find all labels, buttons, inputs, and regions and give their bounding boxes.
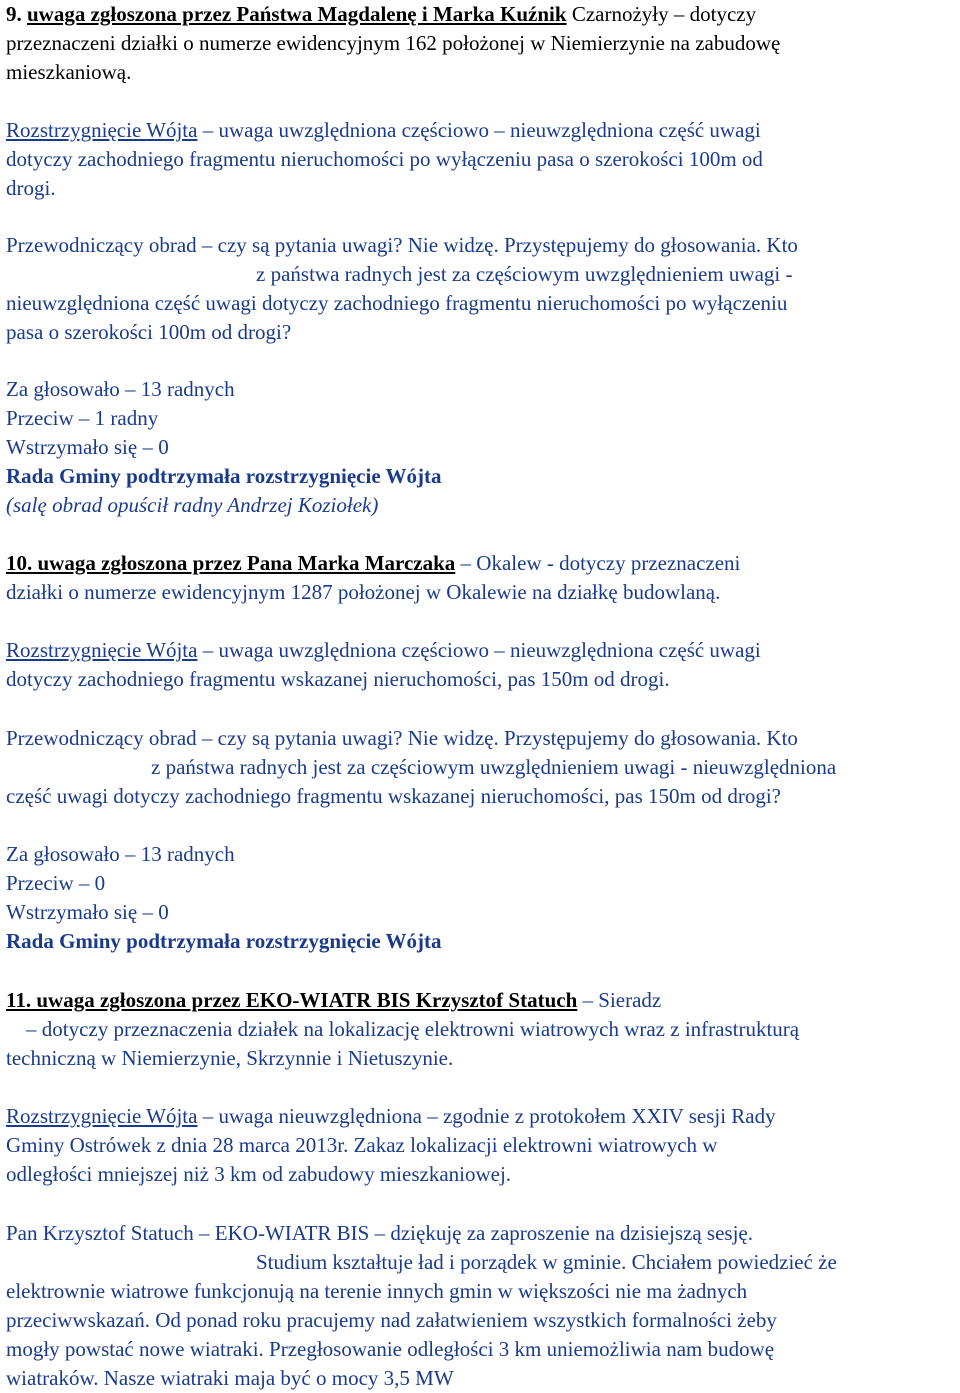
vote-for: Za głosowało – 13 radnych — [6, 377, 235, 401]
speech-line: Studium kształtuje ład i porządek w gminie. Chciałem powiedzieć że — [256, 1250, 837, 1274]
item-9-title: uwaga zgłoszona przez Państwa Magdalenę i Marka Kuźnik — [27, 2, 567, 26]
item-11-title: uwaga zgłoszona przez EKO-WIATR BIS Krzysztof Statuch — [31, 988, 578, 1012]
speech-line: przeciwwskazań. Od ponad roku pracujemy nad załatwieniem wszystkich formalności żeby — [6, 1308, 777, 1332]
vote-against: Przeciw – 0 — [6, 871, 106, 895]
item-11-heading — [6, 986, 954, 1073]
chair-line: Przewodniczący obrad – czy są pytania uwagi? Nie widzę. Przystępujemy do głosowania. Kto — [6, 233, 798, 257]
item-9-location: Czarnożyły – dotyczy — [566, 2, 757, 26]
speech-line: elektrownie wiatrowe funkcjonują na terenie innych gmin w większości nie ma żadnych — [6, 1279, 748, 1303]
decision-text: – uwaga uwzględniona częściowo – nieuwzględniona część uwagi — [197, 118, 761, 142]
item-10-text-line: działki o numerze ewidencyjnym 1287 położonej w Okalewie na działkę budowlaną. — [6, 580, 721, 604]
decision-label: Rozstrzygnięcie Wójta — [6, 638, 198, 662]
item-11-text-line: techniczną w Niemierzynie, Skrzynnie i Nietuszynie. — [6, 1046, 454, 1070]
item-11-number: 11. — [6, 988, 32, 1012]
decision-text-line: dotyczy zachodniego fragmentu wskazanej nieruchomości, pas 150m od drogi. — [6, 667, 670, 691]
item-10-chair-question — [6, 724, 954, 811]
vote-against: Przeciw – 1 radny — [6, 406, 159, 430]
speech-line: mogły powstać nowe wiatraki. Przegłosowanie odległości 3 km uniemożliwia nam budowę — [6, 1337, 775, 1361]
vote-for: Za głosowało – 13 radnych — [6, 842, 235, 866]
item-11-decision — [6, 1102, 954, 1189]
decision-text-line: drogi. — [6, 176, 56, 200]
item-11-text-line: – dotyczy przeznaczenia działek na lokalizację elektrowni wiatrowych wraz z infrastrukturą — [26, 1017, 800, 1041]
decision-text-line: odległości mniejszej niż 3 km od zabudowy mieszkaniowej. — [6, 1162, 512, 1186]
item-10-title: uwaga zgłoszona przez Pana Marka Marczaka — [32, 551, 456, 575]
chair-line: pasa o szerokości 100m od drogi? — [6, 320, 292, 344]
chair-line: Przewodniczący obrad – czy są pytania uwagi? Nie widzę. Przystępujemy do głosowania. Kto — [6, 726, 798, 750]
item-9-number: 9. — [6, 2, 27, 26]
speech-line: wiatraków. Nasze wiatraki maja być o mocy 3,5 MW — [6, 1366, 454, 1390]
item-10-vote — [6, 840, 954, 956]
vote-abstain: Wstrzymało się – 0 — [6, 435, 169, 459]
item-9-text-line: mieszkaniową. — [6, 60, 132, 84]
item-10-decision — [6, 636, 954, 694]
item-9-text-line: przeznaczeni działki o numerze ewidencyjnym 162 położonej w Niemierzynie na zabudowę — [6, 31, 781, 55]
chair-line: nieuwzględniona część uwagi dotyczy zachodniego fragmentu nieruchomości po wyłączeniu — [6, 291, 788, 315]
vote-abstain: Wstrzymało się – 0 — [6, 900, 169, 924]
vote-result: Rada Gminy podtrzymała rozstrzygnięcie Wójta — [6, 464, 442, 488]
item-9-vote — [6, 375, 954, 520]
item-10-location: – Okalew - dotyczy przeznaczeni — [455, 551, 741, 575]
decision-label: Rozstrzygnięcie Wójta — [6, 1104, 198, 1128]
item-10-number: 10. — [6, 551, 33, 575]
item-9-chair-question — [6, 231, 954, 347]
item-11-speech — [6, 1219, 954, 1393]
decision-label: Rozstrzygnięcie Wójta — [6, 118, 198, 142]
speech-line: Pan Krzysztof Statuch – EKO-WIATR BIS – dziękuję za zaproszenie na dzisiejszą sesję. — [6, 1221, 754, 1245]
decision-text: – uwaga uwzględniona częściowo – nieuwzględniona część uwagi — [197, 638, 761, 662]
decision-text-line: Gminy Ostrówek z dnia 28 marca 2013r. Zakaz lokalizacji elektrowni wiatrowych w — [6, 1133, 718, 1157]
item-10-heading — [6, 549, 954, 607]
vote-result: Rada Gminy podtrzymała rozstrzygnięcie Wójta — [6, 929, 442, 953]
decision-text-line: dotyczy zachodniego fragmentu nieruchomości po wyłączeniu pasa o szerokości 100m od — [6, 147, 763, 171]
chair-line: z państwa radnych jest za częściowym uwzględnieniem uwagi - — [256, 262, 793, 286]
chair-line: część uwagi dotyczy zachodniego fragmentu wskazanej nieruchomości, pas 150m od drogi? — [6, 784, 781, 808]
item-11-location: – Sieradz — [577, 988, 662, 1012]
item-9-heading — [6, 0, 954, 87]
vote-note: (salę obrad opuścił radny Andrzej Koziołek) — [6, 493, 379, 517]
item-9-decision — [6, 116, 954, 203]
decision-text: – uwaga nieuwzględniona – zgodnie z protokołem XXIV sesji Rady — [197, 1104, 776, 1128]
chair-line: z państwa radnych jest za częściowym uwzględnieniem uwagi - nieuwzględniona — [151, 755, 837, 779]
